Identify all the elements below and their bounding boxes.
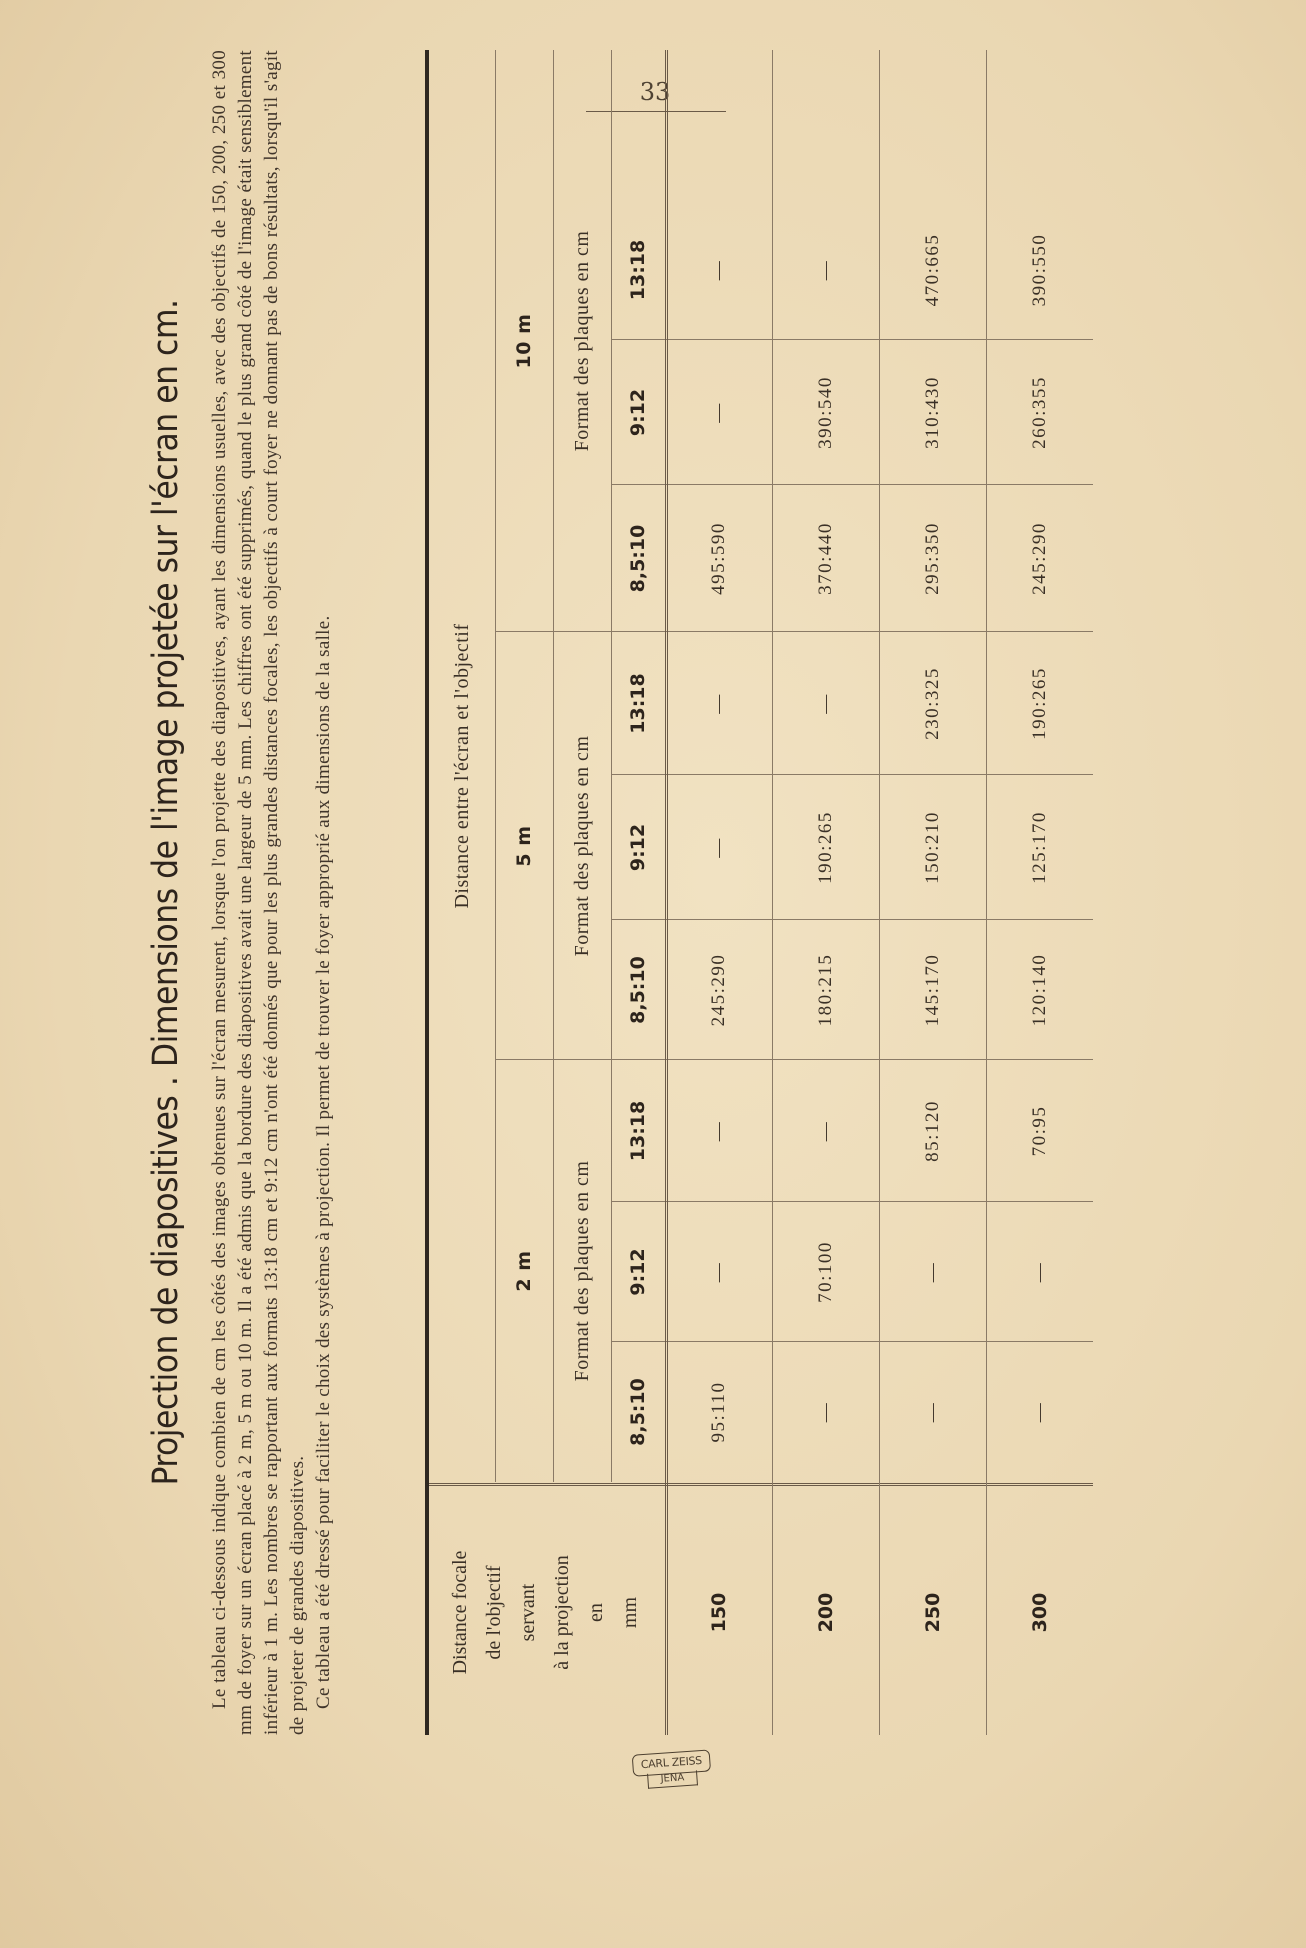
table-divider xyxy=(611,774,1093,775)
focal-length-value: 200 xyxy=(814,1592,837,1633)
logo-line-2: JENA xyxy=(647,1770,698,1788)
table-cell: — xyxy=(707,693,729,714)
table-cell: 390:550 xyxy=(1028,233,1050,307)
table-cell: 230:325 xyxy=(921,667,943,740)
table-cell: — xyxy=(814,693,836,714)
format-label: 13:18 xyxy=(627,239,649,301)
focal-length-value: 300 xyxy=(1028,1592,1051,1633)
table-divider xyxy=(495,631,1093,632)
focal-header-line: servant xyxy=(517,1583,539,1642)
table-divider xyxy=(611,339,1093,340)
logo-line-1: CARL ZEISS xyxy=(632,1749,711,1776)
table-divider xyxy=(495,50,496,1482)
format-label: 8,5:10 xyxy=(627,956,649,1024)
format-header-5m: Format des plaques en cm xyxy=(570,735,593,957)
table-divider xyxy=(611,1201,1093,1202)
format-header-10m: Format des plaques en cm xyxy=(570,230,593,452)
format-label: 9:12 xyxy=(627,1248,649,1296)
table-cell: 125:170 xyxy=(1028,811,1050,884)
focal-header-line: mm xyxy=(619,1596,641,1629)
table-cell: 470:665 xyxy=(921,233,943,307)
distance-2m: 2 m xyxy=(513,1250,535,1292)
table-cell: — xyxy=(814,1120,836,1142)
table-cell: 150:210 xyxy=(921,811,943,884)
table-cell: 70:100 xyxy=(814,1241,836,1303)
table-divider xyxy=(611,50,612,1482)
table-cell: 120:140 xyxy=(1028,953,1050,1027)
format-header-2m: Format des plaques en cm xyxy=(570,1160,593,1382)
table-divider xyxy=(611,484,1093,485)
format-label: 13:18 xyxy=(627,1100,649,1162)
table-cell: 180:215 xyxy=(814,953,836,1027)
intro-paragraph-2: Ce tableau a été dressé pour faciliter le choix des systèmes à projection. Il permet de trouver le foyer approprié aux dimensions de la salle. xyxy=(313,615,334,1709)
format-label: 13:18 xyxy=(627,673,649,734)
table-cell: 245:290 xyxy=(1028,522,1050,595)
table-cell: 295:350 xyxy=(921,522,943,595)
table-cell: — xyxy=(707,259,729,281)
table-cell: 370:440 xyxy=(814,522,836,595)
focal-header-line: de l'objectif xyxy=(483,1565,505,1660)
focal-header-line: Distance focale xyxy=(449,1550,471,1675)
focal-length-header xyxy=(429,1490,641,1735)
focal-length-value: 150 xyxy=(707,1592,730,1633)
table-cell: 145:170 xyxy=(921,953,943,1027)
intro-paragraph-1: Le tableau ci-dessous indique combien de cm les côtés des images obtenues sur l'écran mesurent, lorsque l'on projette des diapositives, ayant les dimensions usuelles, avec des objectifs de 150, 200, 250 et 300 mm de foyer sur un écran placé à 2 m, 5 m ou 10 m. Il a été admis que la bordure des diapositives avait une largeur de 5 mm. Les chiffres ont été supprimés, quand le plus grand côté de l'image était sensiblement inférieur à 1 m. Les nombres se rapportant aux formats 13:18 cm et 9:12 cm n'ont été donnés que pour les plus grandes distances focales, les objectifs à court foyer ne donnant pas de bons résultats, lorsqu'il s'agit de projeter de grandes diapositives. xyxy=(209,50,308,1735)
table-divider xyxy=(611,919,1093,920)
table-cell: 70:95 xyxy=(1028,1105,1050,1157)
table-cell: — xyxy=(921,1401,943,1423)
table-cell: — xyxy=(707,1261,729,1283)
focal-header-line: à la projection xyxy=(551,1555,573,1670)
table-cell: — xyxy=(921,1261,943,1283)
distance-10m: 10 m xyxy=(513,313,535,369)
projection-table xyxy=(425,50,1051,1735)
table-divider xyxy=(986,50,987,1735)
table-cell: 190:265 xyxy=(814,811,836,884)
table-divider xyxy=(495,1059,1093,1060)
table-cell: — xyxy=(707,402,729,423)
table-cell: 310:430 xyxy=(921,376,943,449)
format-label: 9:12 xyxy=(627,823,649,872)
table-cell: 495:590 xyxy=(707,522,729,595)
format-label: 8,5:10 xyxy=(627,524,649,593)
table-divider xyxy=(772,50,773,1735)
carl-zeiss-logo xyxy=(632,1749,715,1794)
table-cell: 85:120 xyxy=(921,1100,943,1162)
table-cell: — xyxy=(707,837,729,858)
focal-header-line: en xyxy=(585,1603,607,1622)
table-cell: 95:110 xyxy=(707,1381,729,1443)
table-cell: 260:355 xyxy=(1028,376,1050,449)
table-divider xyxy=(429,1483,1093,1486)
table-cell: 190:265 xyxy=(1028,667,1050,740)
page-title: Projection de diapositives . Dimensions de l'image projetée sur l'écran en cm. xyxy=(146,299,186,1486)
rotated-content xyxy=(135,50,1051,1735)
focal-length-value: 250 xyxy=(921,1592,944,1633)
table-divider xyxy=(553,50,554,1482)
intro-text xyxy=(207,50,337,1735)
table-divider xyxy=(611,1341,1093,1342)
distance-5m: 5 m xyxy=(513,825,535,867)
table-divider xyxy=(879,50,880,1735)
format-label: 9:12 xyxy=(627,388,649,437)
format-label: 8,5:10 xyxy=(627,1378,649,1446)
distance-header: Distance entre l'écran et l'objectif xyxy=(450,623,473,909)
table-cell: — xyxy=(707,1120,729,1142)
table-divider xyxy=(665,50,668,1735)
table-cell: — xyxy=(1028,1261,1050,1283)
table-cell: — xyxy=(814,1401,836,1423)
page-number: 33 xyxy=(639,78,671,106)
table-cell: 390:540 xyxy=(814,376,836,449)
table-cell: — xyxy=(1028,1401,1050,1423)
table-cell: — xyxy=(814,259,836,281)
table-cell: 245:290 xyxy=(707,953,729,1027)
